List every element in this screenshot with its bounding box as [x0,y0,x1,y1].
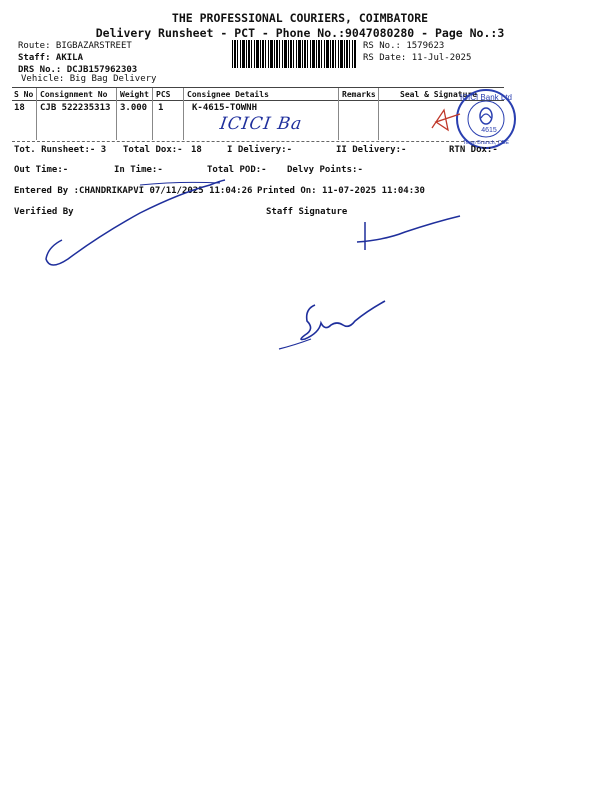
out-time: Out Time:- [14,165,69,175]
drs-number: DRS No.: DCJB157962303 [18,65,138,75]
verified-by-label: Verified By [14,207,74,217]
stamp-branch: Town Branch, CBE [462,140,510,146]
col-divider [152,88,153,140]
staff-signature-label: Staff Signature [266,207,348,217]
table-top-border [12,87,504,88]
in-time: In Time:- [114,165,163,175]
staff-signature-mark [355,212,465,252]
tot-runsheet: Tot. Runsheet:- 3 [14,145,107,155]
header-pcs: PCS [156,90,171,99]
header-consignment: Consignment No [40,90,108,99]
col-divider [116,88,117,140]
verified-by-signature [40,175,240,275]
col-divider [338,88,339,140]
row-weight: 3.000 [120,103,148,113]
runsheet-subtitle: Delivery Runsheet - PCT - Phone No.:9047080280 - Page No.:3 [95,26,505,40]
header-seal-signature: Seal & Signature [400,90,478,99]
header-sno: S No [14,90,34,99]
row-consignment: CJB 522235313 [40,103,111,113]
row-consignee: K-4615-TOWNH [192,103,258,113]
route-text: Route: BIGBAZARSTREET [18,41,132,51]
company-title: THE PROFESSIONAL COURIERS, COIMBATORE [171,11,429,25]
staff-signature-scrawl [275,295,395,355]
stamp-code: 4615 [481,127,497,134]
stamp-bank-name: ICICI Bank Ltd [459,93,513,102]
handwritten-consignee-note: ICICI Ba [218,114,304,134]
table-bottom-border [12,141,504,142]
total-pod: Total POD:- [207,165,267,175]
ii-delivery: II Delivery:- [336,145,407,155]
col-divider [378,88,379,140]
rs-number: RS No.: 1579623 [363,41,445,51]
header-weight: Weight [120,90,149,99]
col-divider [36,88,37,140]
entered-by: Entered By :CHANDRIKAPVI 07/11/2025 11:04:26 [14,186,253,196]
total-dox-value: 18 [191,145,202,155]
rtn-dox: RTN Dox:- [449,145,498,155]
i-delivery: I Delivery:- [227,145,293,155]
barcode [232,40,356,68]
seal-signature-scribble [430,100,470,140]
printed-on: Printed On: 11-07-2025 11:04:30 [257,186,425,196]
delvy-points: Delvy Points:- [287,165,363,175]
staff-text: Staff: AKILA [18,53,84,63]
header-remarks: Remarks [342,90,376,99]
vehicle-text: Vehicle: Big Bag Delivery [21,74,157,84]
row-sno: 18 [14,103,25,113]
total-dox-label: Total Dox:- [123,145,183,155]
row-pcs: 1 [158,103,164,113]
rs-date: RS Date: 11-Jul-2025 [363,53,472,63]
header-consignee: Consignee Details [187,90,269,99]
col-divider [183,88,184,140]
